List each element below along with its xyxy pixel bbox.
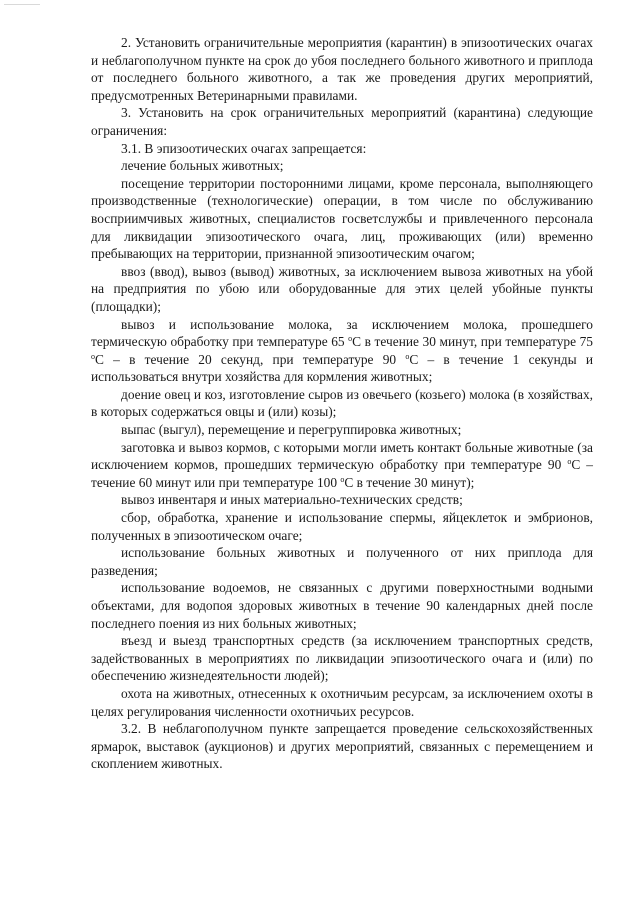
item-breeding: использование больных животных и полученного от них приплода для разведения; [91, 545, 593, 578]
item-animal-transport: ввоз (ввод), вывоз (вывод) животных, за исключением вывоза животных на убой на предприятия по убою или оборудованные для этих целей убойные пункты (площадки); [91, 263, 593, 314]
item-treatment: лечение больных животных; [121, 158, 284, 174]
item-feed: заготовка и вывоз кормов, с которыми могли иметь контакт больные животные (за исключением кормов, прошедших термическую обработку при температуре 90 $^o$С – течение 60 минут или при температуре 100 $^o$С в течение 30 минут); [91, 439, 593, 490]
paragraph-unfavorable-point: 3.2. В неблагополучном пункте запрещается проведение сельскохозяйственных ярмарок, выставок (аукционов) и других мероприятий, связанных с перемещением и скоплением животных. [91, 721, 593, 772]
paragraph-foci-prohibited: 3.1. В эпизоотических очагах запрещается: [121, 140, 367, 156]
item-milking: доение овец и коз, изготовление сыров из овечьего (козьего) молока (в хозяйствах, в которых содержаться овцы и (или) козы); [91, 386, 593, 420]
item-visits: посещение территории посторонними лицами, кроме персонала, выполняющего производственные (технологические) операции, в том числе по обслуживанию восприимчивых животных, специалистов госветслужбы и привлеченного персонала для ликвидации эпизоотического очага, лиц, проживающих (или) временно пребывающих на территории, признанной эпизоотическим очагом; [91, 175, 593, 262]
item-water: использование водоемов, не связанных с другими поверхностными водными объектами, для водопоя здоровых животных в течение 90 календарных дней после последнего поения из них больных животных; [91, 580, 593, 631]
item-grazing: выпас (выгул), перемещение и перегруппировка животных; [121, 422, 462, 438]
item-hunting: охота на животных, отнесенных к охотничьим ресурсам, за исключением охоты в целях регулирования численности охотничьих ресурсов. [91, 685, 593, 719]
item-vehicles: въезд и выезд транспортных средств (за исключением транспортных средств, задействованных в мероприятиях по ликвидации эпизоотического очага и (или) по обеспечению жизнедеятельности людей); [91, 633, 593, 684]
item-sperm: сбор, обработка, хранение и использование спермы, яйцеклеток и эмбрионов, полученных в эпизоотическом очаге; [91, 510, 593, 543]
scan-artifact [4, 4, 40, 5]
paragraph-restrictions: 3. Установить на срок ограничительных мероприятий (карантина) следующие ограничения: [91, 105, 593, 138]
item-milk: вывоз и использование молока, за исключением молока, прошедшего термическую обработку при температуре 65 $^o$С в течение 30 минут, при температуре 75 $^o$С – в течение 20 секунд, при температуре 90 $^o$С – в течение 1 секунды и использоваться внутри хозяйства для кормления животных; [91, 316, 593, 385]
item-inventory: вывоз инвентаря и иных материально-технических средств; [121, 492, 463, 508]
paragraph-quarantine: 2. Установить ограничительные мероприятия (карантин) в эпизоотических очагах и неблагополучном пункте на срок до убоя последнего больного животного и приплода от последнего больного животного, а так же проведения других мероприятий, предусмотренных Ветеринарными правилами. [91, 35, 593, 103]
